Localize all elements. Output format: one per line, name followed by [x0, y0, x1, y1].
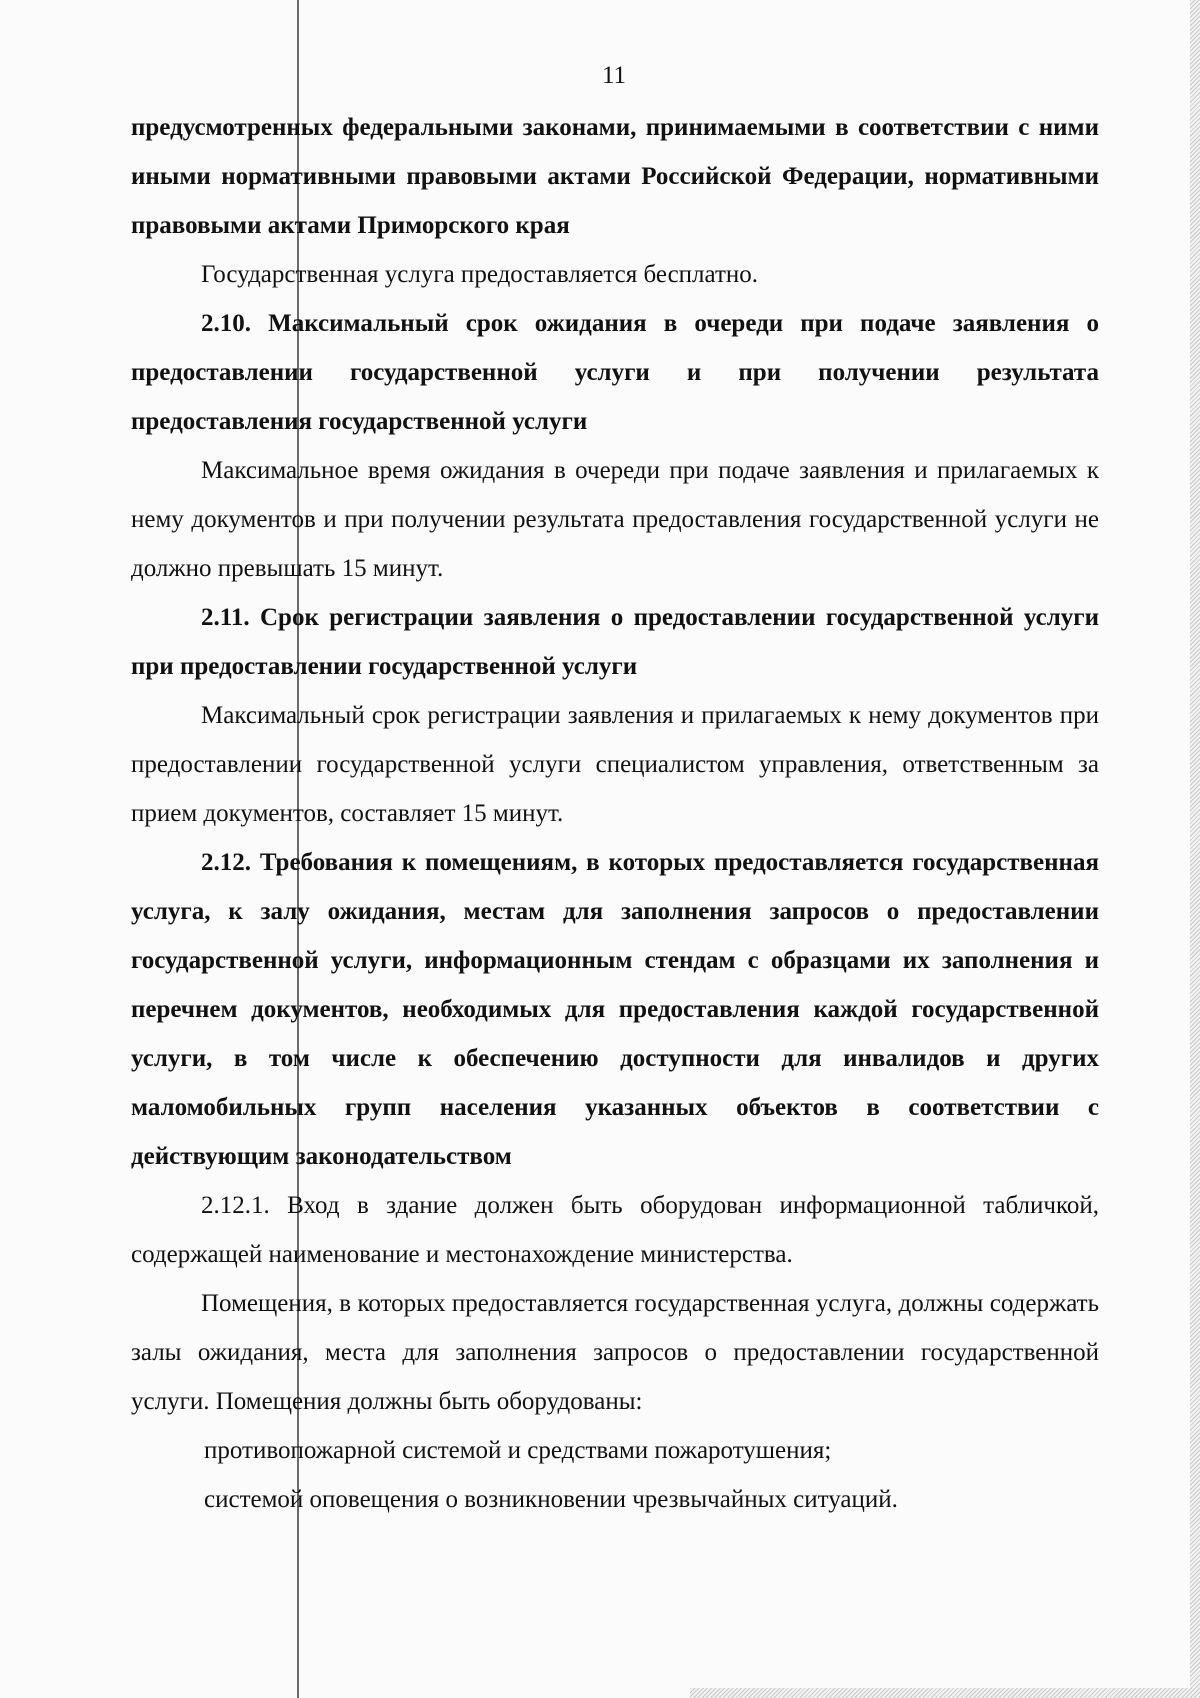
heading-2-12: 2.12. Требования к помещениям, в которых предоставляется государственная услуга, к залу ожидания, местам для заполнения запросов о предоставлении государственной услуги, информационным стендам с образцами их заполнения и перечнем документов, необходимых для предоставления каждой государственной услуги, в том числе к обеспечению доступности для инвалидов и других маломобильных групп населения указанных объектов в соответствии с действующим законодательством [131, 849, 1099, 1170]
paragraph-continuation: предусмотренных федеральными законами, принимаемыми в соответствии с ними иными нормативными правовыми актами Российской Федерации, нормативными правовыми актами Приморского края [131, 114, 1099, 239]
paragraph-wait-time: Максимальное время ожидания в очереди при подаче заявления и прилагаемых к нему документов и при получении результата предоставления государственной услуги не должно превышать 15 минут. [131, 457, 1099, 582]
list-item-fire-system: противопожарной системой и средствами пожаротушения; [204, 1437, 832, 1464]
paragraph-free-service: Государственная услуга предоставляется бесплатно. [201, 261, 759, 288]
list-item-alert-system: системой оповещения о возникновении чрезвычайных ситуаций. [204, 1486, 898, 1513]
scan-edge-bottom [690, 1688, 1200, 1698]
paragraph-2-12-1: 2.12.1. Вход в здание должен быть оборудован информационной табличкой, содержащей наименование и местонахождение министерства. [131, 1192, 1099, 1268]
page-number: 11 [601, 62, 627, 89]
document-body [131, 103, 1099, 1524]
heading-2-10: 2.10. Максимальный срок ожидания в очереди при подаче заявления о предоставлении государственной услуги и при получении результата предоставления государственной услуги [131, 310, 1099, 435]
heading-2-11: 2.11. Срок регистрации заявления о предоставлении государственной услуги при предоставлении государственной услуги [131, 604, 1099, 680]
paragraph-registration-time: Максимальный срок регистрации заявления и прилагаемых к нему документов при предоставлении государственной услуги специалистом управления, ответственным за прием документов, составляет 15 минут. [131, 702, 1099, 827]
paragraph-premises: Помещения, в которых предоставляется государственная услуга, должны содержать залы ожидания, места для заполнения запросов о предоставлении государственной услуги. Помещения должны быть оборудованы: [131, 1290, 1099, 1415]
scan-edge-right [1190, 0, 1200, 1698]
